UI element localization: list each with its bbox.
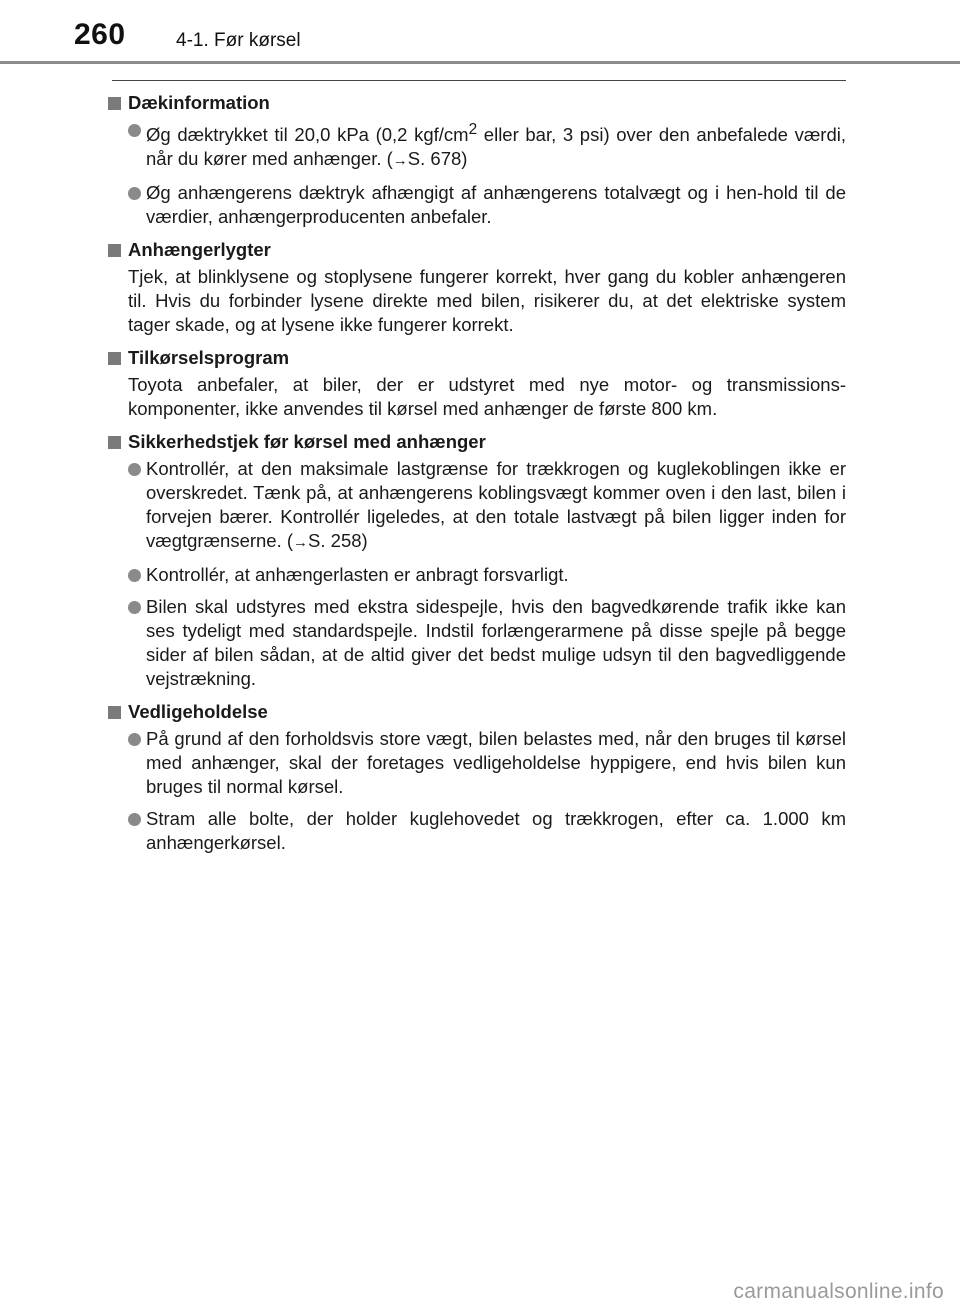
content-divider xyxy=(112,80,846,81)
item-text: På grund af den forholdsvis store vægt, bilen belastes med, når den bruges til kørsel med anhænger, skal der foretages vedligeholdelse hyppigere, end hvis bilen kun bruges til normal kørsel. xyxy=(146,728,846,798)
item-text: Kontrollér, at anhængerlasten er anbragt forsvarligt. xyxy=(146,564,569,586)
item-text: Bilen skal udstyres med ekstra sidespejle, hvis den bagvedkørende trafik ikke kan ses tydeligt med standardspejle. Indstil forlængerarmene på disse spejle på begge sider af bilen sådan, at de altid giver det bedst mulige udsyn til den bagvedliggende vejstrækning. xyxy=(146,596,846,690)
section-maintenance xyxy=(108,699,846,855)
round-bullet-icon xyxy=(128,569,141,582)
heading-text: Vedligeholdelse xyxy=(128,701,268,723)
section-heading xyxy=(108,90,846,116)
page-header xyxy=(0,0,960,64)
round-bullet-icon xyxy=(128,813,141,826)
superscript: 2 xyxy=(468,121,478,138)
square-bullet-icon xyxy=(108,244,121,257)
heading-text: Tilkørselsprogram xyxy=(128,347,290,369)
section-heading xyxy=(108,237,846,263)
page-number: 260 xyxy=(74,18,126,51)
reference-arrow-icon: → xyxy=(392,152,408,170)
square-bullet-icon xyxy=(108,706,121,719)
section-title: 4-1. Før kørsel xyxy=(176,30,301,51)
list-item xyxy=(108,727,846,799)
round-bullet-icon xyxy=(128,733,141,746)
list-item xyxy=(108,563,846,587)
square-bullet-icon xyxy=(108,352,121,365)
paragraph: Toyota anbefaler, at biler, der er udstyret med nye motor- og transmissions-komponenter, ikke anvendes til kørsel med anhænger de første 800 km. xyxy=(128,374,846,420)
section-heading xyxy=(108,345,846,371)
header-divider xyxy=(0,61,960,64)
heading-text: Sikkerhedstjek før kørsel med anhænger xyxy=(128,431,486,453)
round-bullet-icon xyxy=(128,187,141,200)
list-item xyxy=(108,181,846,229)
list-item xyxy=(108,457,846,555)
reference-arrow-icon: → xyxy=(293,534,309,552)
item-text: Kontrollér, at den maksimale lastgrænse for trækkrogen og kuglekoblingen ikke er overskredet. Tænk på, at anhængerens koblingsvægt kommer oven i den last, bilen i forvejen bærer. Kontrollér ligeledes, at den totale lastvægt på bilen ligger inden for vægtgrænserne. (→S. 258) xyxy=(146,458,846,552)
list-item xyxy=(108,807,846,855)
section-heading xyxy=(108,429,846,455)
section-tire-info xyxy=(108,90,846,229)
section-heading xyxy=(108,699,846,725)
page-reference-link[interactable]: S. 678) xyxy=(407,148,468,170)
round-bullet-icon xyxy=(128,124,141,137)
item-text: Øg anhængerens dæktryk afhængigt af anhængerens totalvægt og i hen-hold til de værdier, anhængerproducenten anbefaler. xyxy=(146,182,846,228)
page-content xyxy=(108,90,846,863)
section-break-in xyxy=(108,345,846,421)
square-bullet-icon xyxy=(108,97,121,110)
round-bullet-icon xyxy=(128,601,141,614)
section-trailer-lights xyxy=(108,237,846,337)
heading-text: Dækinformation xyxy=(128,92,270,113)
page-reference-link[interactable]: S. 258) xyxy=(308,530,368,552)
heading-text: Anhængerlygter xyxy=(128,239,271,261)
site-watermark: carmanualsonline.info xyxy=(733,1280,944,1303)
section-safety-check xyxy=(108,429,846,691)
round-bullet-icon xyxy=(128,463,141,476)
list-item xyxy=(108,118,846,173)
list-item xyxy=(108,595,846,691)
paragraph: Tjek, at blinklysene og stoplysene fungerer korrekt, hver gang du kobler anhængeren til. Hvis du forbinder lysene direkte med bilen, risikerer du, at det elektriske system tager skade, og at lysene ikke fungerer korrekt. xyxy=(128,266,846,336)
item-text: Stram alle bolte, der holder kuglehovedet og trækkrogen, efter ca. 1.000 km anhængerkørsel. xyxy=(146,808,846,854)
item-text: Øg dæktrykket til 20,0 kPa (0,2 kgf/$cm^2$ eller bar, 3 psi) over den anbefalede værdi, når du kører med anhænger. (→S. 678) xyxy=(146,121,846,170)
square-bullet-icon xyxy=(108,436,121,449)
